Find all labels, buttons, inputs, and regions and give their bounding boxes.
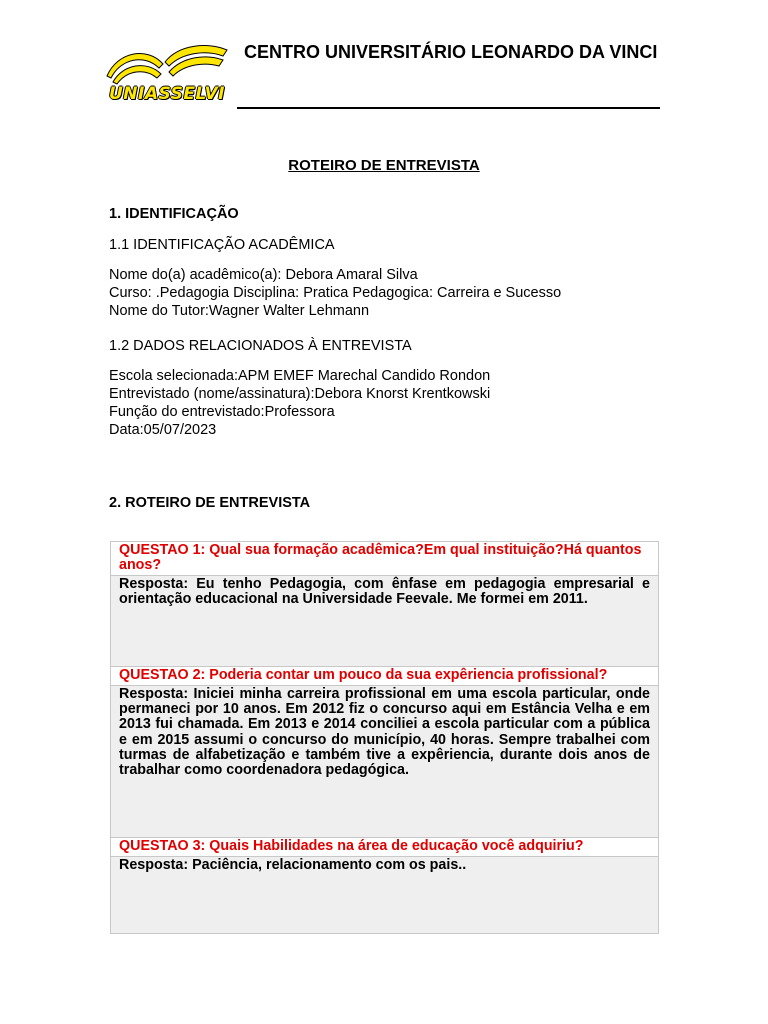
interview-date: Data:05/07/2023 [109, 422, 217, 438]
section2-heading: 2. ROTEIRO DE ENTREVISTA [109, 495, 311, 511]
student-name: Nome do(a) acadêmico(a): Debora Amaral Silva [109, 267, 418, 283]
uniasselvi-logo [103, 38, 231, 108]
interview-data-heading: 1.2 DADOS RELACIONADOS À ENTREVISTA [109, 338, 412, 354]
tutor-name: Nome do Tutor:Wagner Walter Lehmann [109, 303, 370, 319]
document-title: ROTEIRO DE ENTREVISTA [288, 157, 480, 174]
selected-school: Escola selecionada:APM EMEF Marechal Candido Rondon [109, 368, 491, 384]
question-1: QUESTAO 1: Qual sua formação acadêmica?Em qual instituição?Há quantos anos? [111, 542, 658, 576]
question-3: QUESTAO 3: Quais Habilidades na área de educação você adquiriu? [111, 838, 658, 857]
qa-block-3 [110, 837, 659, 934]
institution-name: CENTRO UNIVERSITÁRIO LEONARDO DA VINCI [244, 42, 658, 62]
header-divider [237, 107, 660, 109]
answer-1: Resposta: Eu tenho Pedagogia, com ênfase em pedagogia empresarial e orientação educacional na Universidade Feevale. Me formei em 2011. [111, 576, 658, 668]
section1-heading: 1. IDENTIFICAÇÃO [109, 206, 239, 222]
logo-text: UNIASSELVI [109, 84, 225, 104]
answer-2: Resposta: Iniciei minha carreira profissional em uma escola particular, onde permaneci por 10 anos. Em 2012 fiz o concurso aqui em Estância Velha e em 2013 fui chamada. Em 2013 e 2014 conciliei a escola particular com a pública e em 2015 assumi o concurso do município, 40 horas. Sempre trabalhei com turmas de alfabetização e também tive a expêriencia, durante dois anos de trabalhar como coordenadora pedagógica. [111, 686, 658, 839]
question-2: QUESTAO 2: Poderia contar um pouco da sua expêriencia profissional? [111, 667, 658, 686]
qa-block-2 [110, 666, 659, 840]
logo-wings-icon [103, 38, 231, 88]
answer-3: Resposta: Paciência, relacionamento com os pais.. [111, 857, 658, 933]
interviewee-name: Entrevistado (nome/assinatura):Debora Knorst Krentkowski [109, 386, 491, 402]
academic-id-heading: 1.1 IDENTIFICAÇÃO ACADÊMICA [109, 237, 335, 253]
interviewee-role: Função do entrevistado:Professora [109, 404, 335, 420]
course-discipline: Curso: .Pedagogia Disciplina: Pratica Pedagogica: Carreira e Sucesso [109, 285, 562, 301]
qa-block-1 [110, 541, 659, 669]
